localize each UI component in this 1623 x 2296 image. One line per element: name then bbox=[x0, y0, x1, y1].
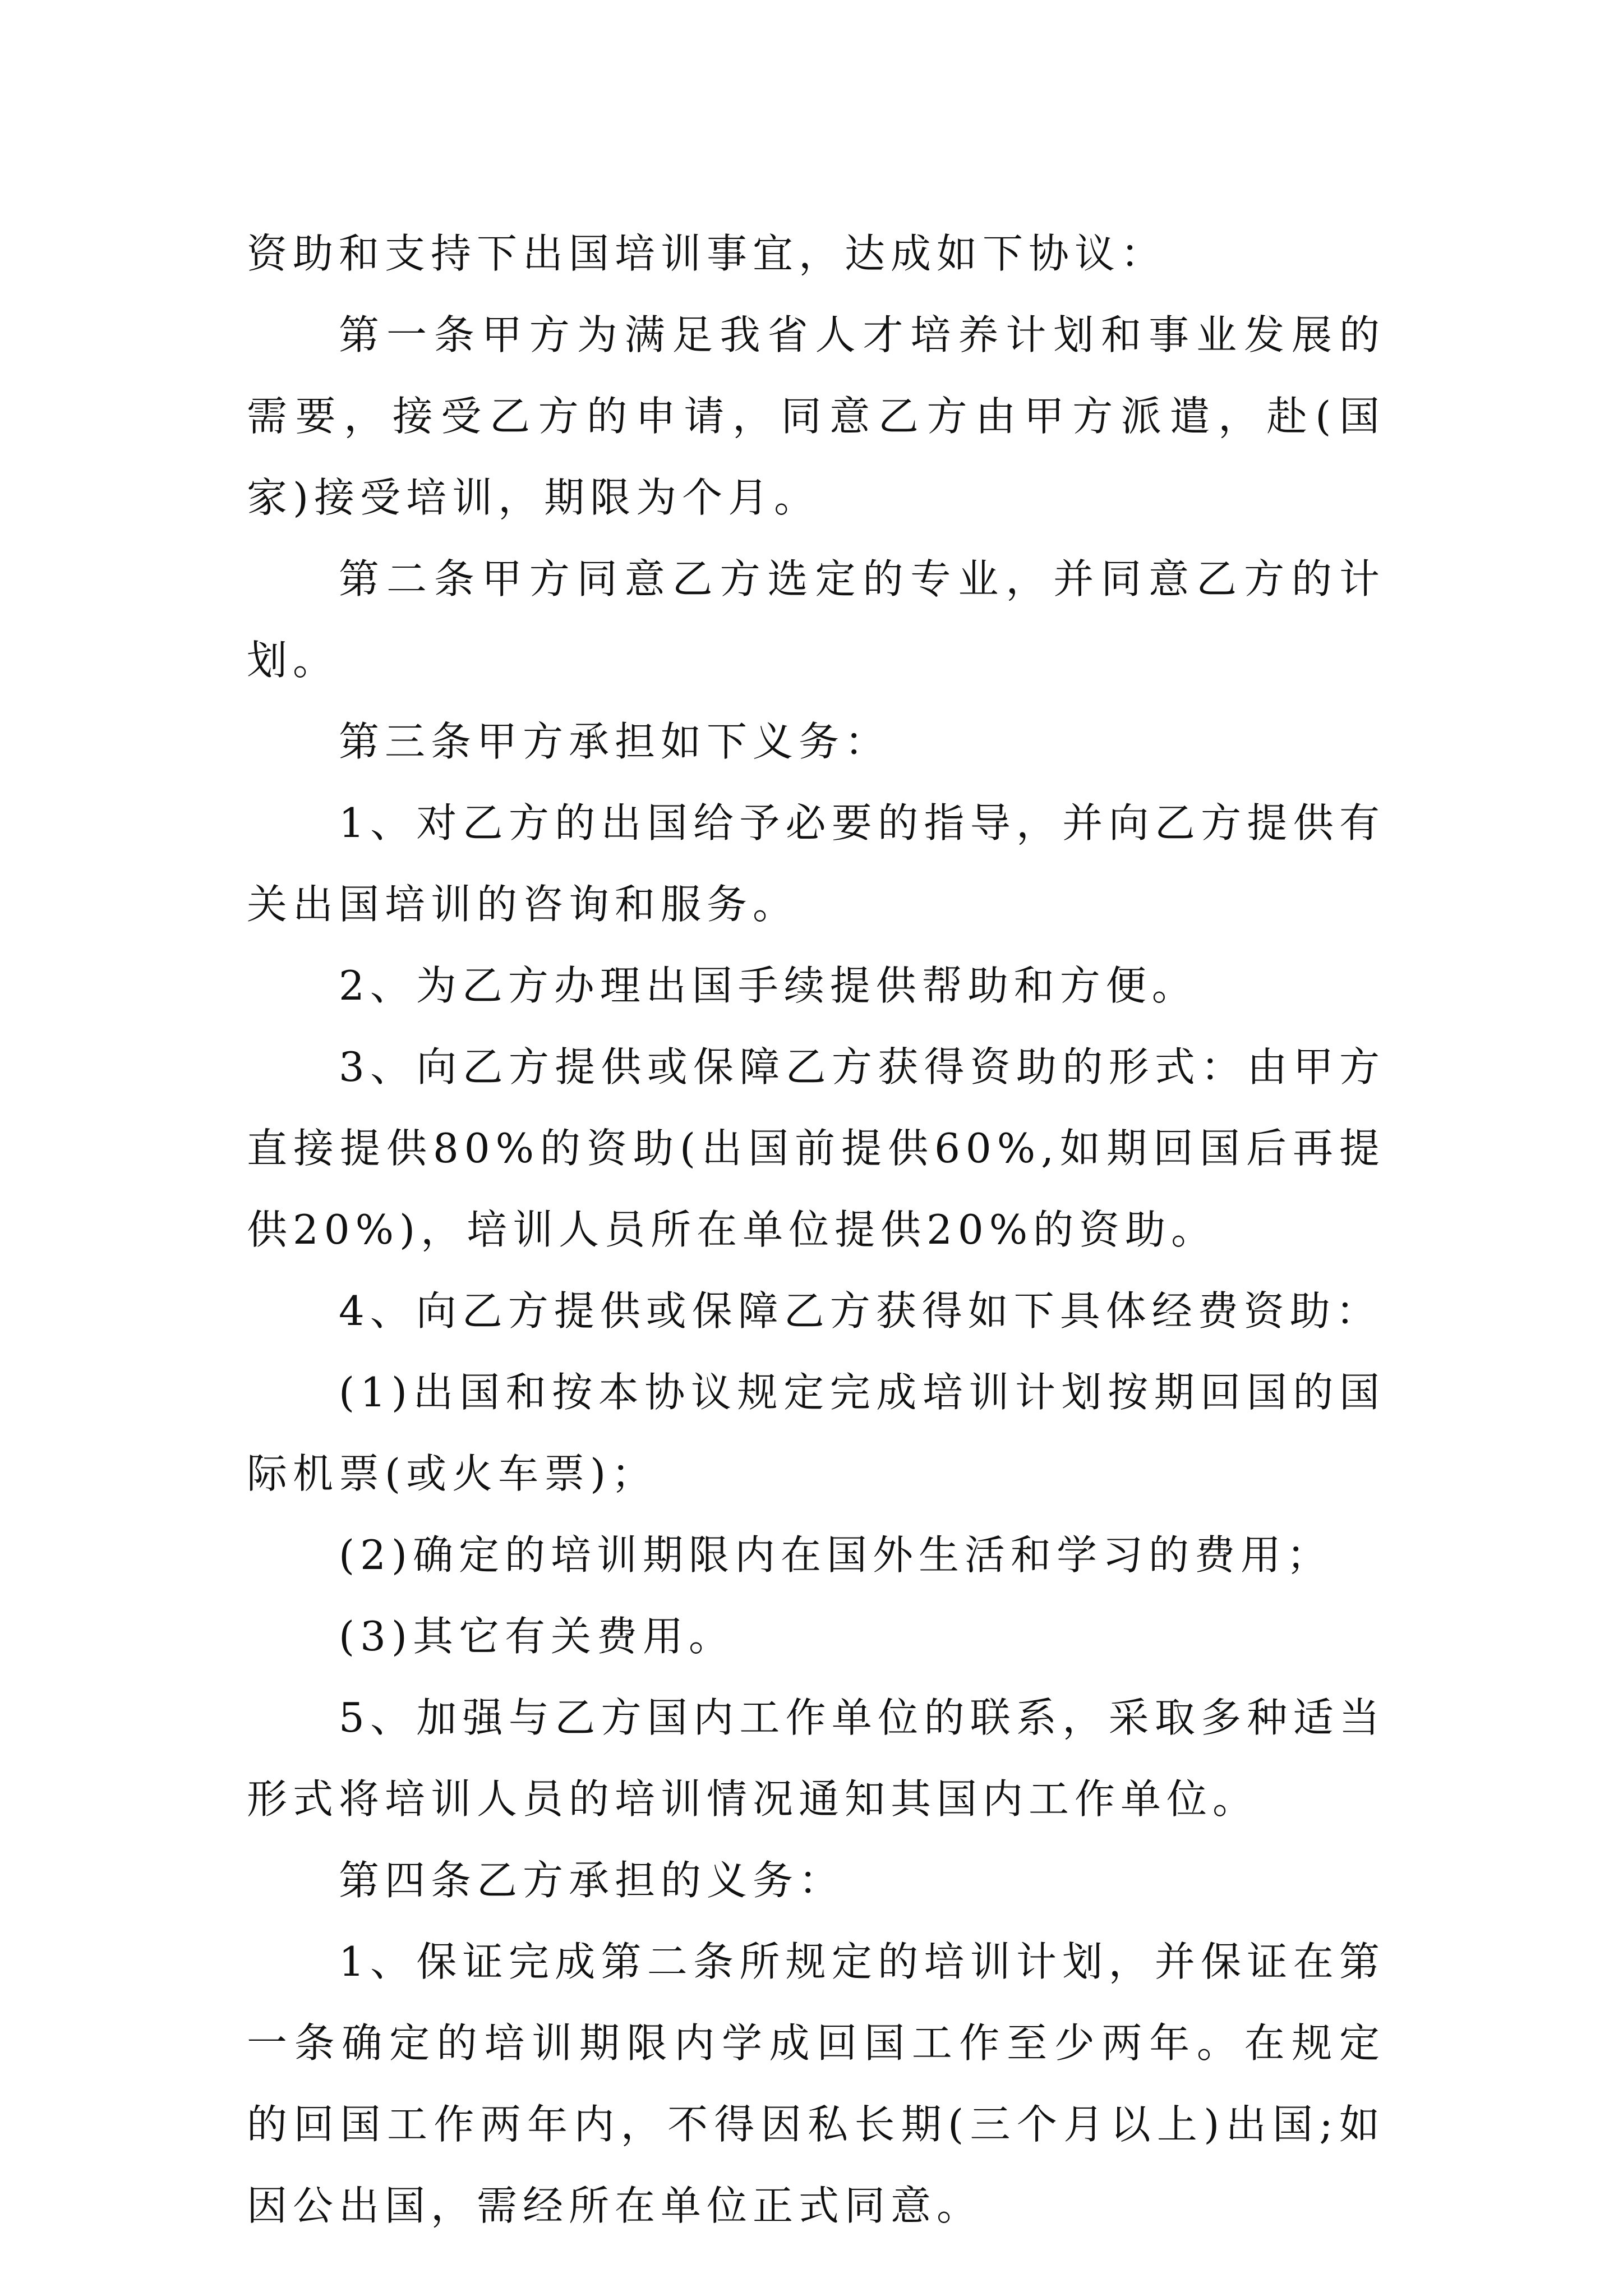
paragraph-article-3-item-2: 2、为乙方办理出国手续提供帮助和方便。 bbox=[339, 962, 1198, 1009]
paragraph-article-3-item-4-sub-2: (2)确定的培训期限内在国外生活和学习的费用； bbox=[339, 1531, 1332, 1579]
paragraph-article-2: 第二条甲方同意乙方选定的专业，并同意乙方的计划。 bbox=[247, 555, 1385, 684]
paragraph-article-3-item-5: 5、加强与乙方国内工作单位的联系，采取多种适当形式将培训人员的培训情况通知其国内工作单位。 bbox=[247, 1694, 1385, 1823]
document-body bbox=[247, 213, 1385, 2247]
paragraph-intro: 资助和支持下出国培训事宜，达成如下协议： bbox=[247, 230, 1167, 277]
paragraph-article-3-item-4-sub-3: (3)其它有关费用。 bbox=[339, 1613, 735, 1660]
paragraph-article-3-item-4: 4、向乙方提供或保障乙方获得如下具体经费资助： bbox=[339, 1287, 1382, 1335]
paragraph-article-3-item-4-sub-1: (1)出国和按本协议规定完成培训计划按期回国的国际机票(或火车票)； bbox=[247, 1369, 1385, 1497]
paragraph-article-3-item-3: 3、向乙方提供或保障乙方获得资助的形式：由甲方直接提供80%的资助(出国前提供60%,如期回国后再提供20%)，培训人员所在单位提供20%的资助。 bbox=[247, 1043, 1385, 1253]
paragraph-article-3-heading: 第三条甲方承担如下义务： bbox=[339, 718, 891, 765]
paragraph-article-4-heading: 第四条乙方承担的义务： bbox=[339, 1857, 845, 1904]
paragraph-article-3-item-1: 1、对乙方的出国给予必要的指导，并向乙方提供有关出国培训的咨询和服务。 bbox=[247, 799, 1385, 928]
paragraph-article-4-item-1: 1、保证完成第二条所规定的培训计划，并保证在第一条确定的培训期限内学成回国工作至少两年。在规定的回国工作两年内，不得因私长期(三个月以上)出国;如因公出国，需经所在单位正式同意。 bbox=[247, 1938, 1385, 2229]
paragraph-article-1: 第一条甲方为满足我省人才培养计划和事业发展的需要，接受乙方的申请，同意乙方由甲方派遣，赴(国家)接受培训，期限为个月。 bbox=[247, 311, 1385, 521]
